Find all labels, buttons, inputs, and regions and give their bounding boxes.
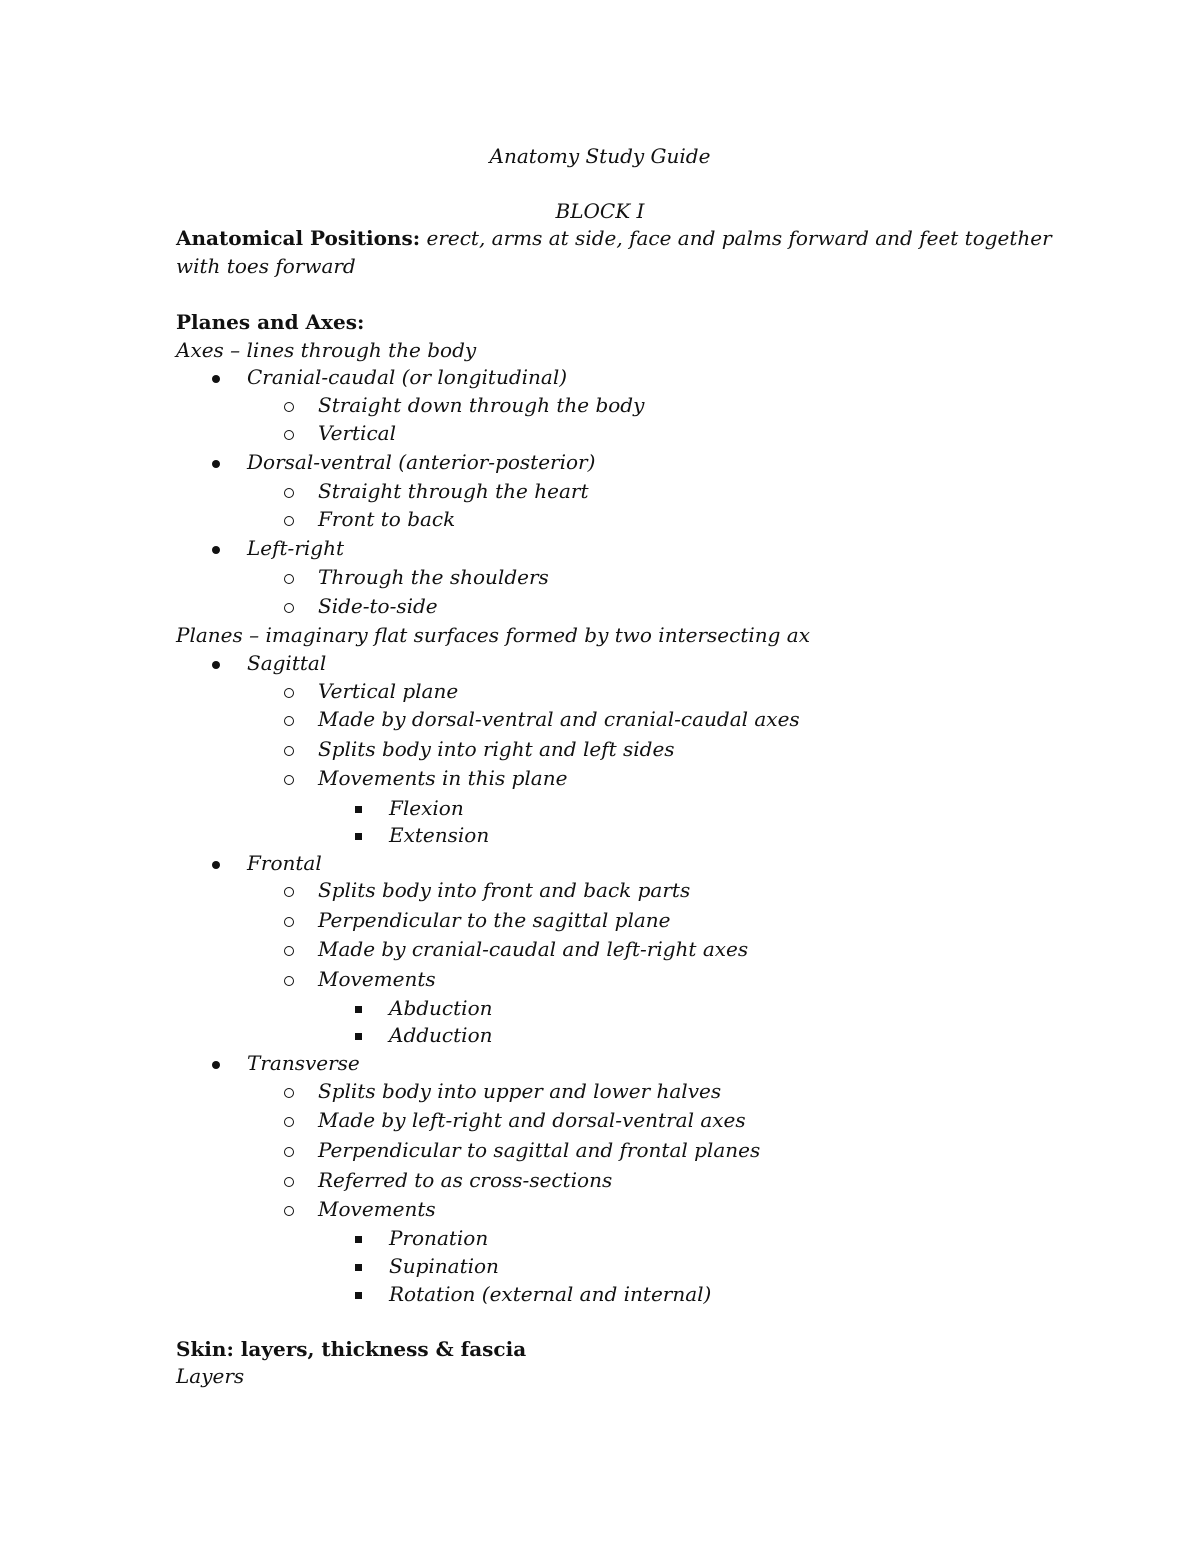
circle-bullet-icon (284, 746, 294, 756)
document-page: Anatomy Study Guide BLOCK I Anatomical Positions: erect, arms at side, face and palms forward and feet together with toes forward Planes and Axes: Axes – lines through the body Cranial-caudal (or longitudinal) Straight down through the body Vertical Dorsal-ventral (anterior-posterior) Straight through the heart Front to back Left-right Through the shoulders Side-to-side Planes – imaginary flat surfaces formed by two intersecting ax Sagittal Vertical plane Made by dorsal-ventral and cranial-caudal axes Splits body into right and left sides Movements in this plane Flexion Extension Frontal Splits body into front and back parts Perpendicular to the sagittal plane Made by cranial-caudal and left-right axes Movements Abduction Adduction Transverse Splits body into upper and lower halves Made by left-right and dorsal-ventral axes Perpendicular to sagittal and frontal planes Referred to as cross-sections Movements Pronation Supination Rotation (external and internal) Skin: layers, thickness & fascia Layers (0, 0, 1200, 1553)
square-bullet-icon (355, 1033, 362, 1040)
planes-intro: Planes – imaginary flat surfaces formed by two intersecting ax (176, 623, 810, 647)
bullet-icon (212, 1061, 220, 1069)
circle-bullet-icon (284, 402, 294, 412)
circle-bullet-icon (284, 917, 294, 927)
anatomical-label: Anatomical Positions: (176, 226, 421, 250)
circle-bullet-icon (284, 430, 294, 440)
block-label: BLOCK I (555, 199, 645, 223)
circle-bullet-icon (284, 1117, 294, 1127)
anatomical-positions (176, 224, 1052, 253)
circle-bullet-icon (284, 946, 294, 956)
circle-bullet-icon (284, 1147, 294, 1157)
axes-intro: Axes – lines through the body (176, 338, 477, 362)
document-title: Anatomy Study Guide (489, 144, 711, 168)
planes-axes-heading: Planes and Axes: (176, 310, 365, 334)
layers-label: Layers (176, 1364, 245, 1388)
circle-bullet-icon (284, 887, 294, 897)
circle-bullet-icon (284, 716, 294, 726)
circle-bullet-icon (284, 976, 294, 986)
circle-bullet-icon (284, 488, 294, 498)
skin-heading: Skin: layers, thickness & fascia (176, 1337, 527, 1361)
circle-bullet-icon (284, 1177, 294, 1187)
square-bullet-icon (355, 833, 362, 840)
anatomical-text-2: with toes forward (176, 254, 356, 278)
bullet-icon (212, 460, 220, 468)
square-bullet-icon (355, 1006, 362, 1013)
circle-bullet-icon (284, 603, 294, 613)
bullet-icon (212, 375, 220, 383)
square-bullet-icon (355, 1236, 362, 1243)
square-bullet-icon (355, 1292, 362, 1299)
bullet-icon (212, 861, 220, 869)
bullet-icon (212, 546, 220, 554)
circle-bullet-icon (284, 688, 294, 698)
circle-bullet-icon (284, 516, 294, 526)
bullet-icon (212, 661, 220, 669)
circle-bullet-icon (284, 1088, 294, 1098)
circle-bullet-icon (284, 1206, 294, 1216)
square-bullet-icon (355, 806, 362, 813)
circle-bullet-icon (284, 574, 294, 584)
circle-bullet-icon (284, 775, 294, 785)
anatomical-text-1: erect, arms at side, face and palms forward and feet together (426, 226, 1052, 250)
square-bullet-icon (355, 1264, 362, 1271)
